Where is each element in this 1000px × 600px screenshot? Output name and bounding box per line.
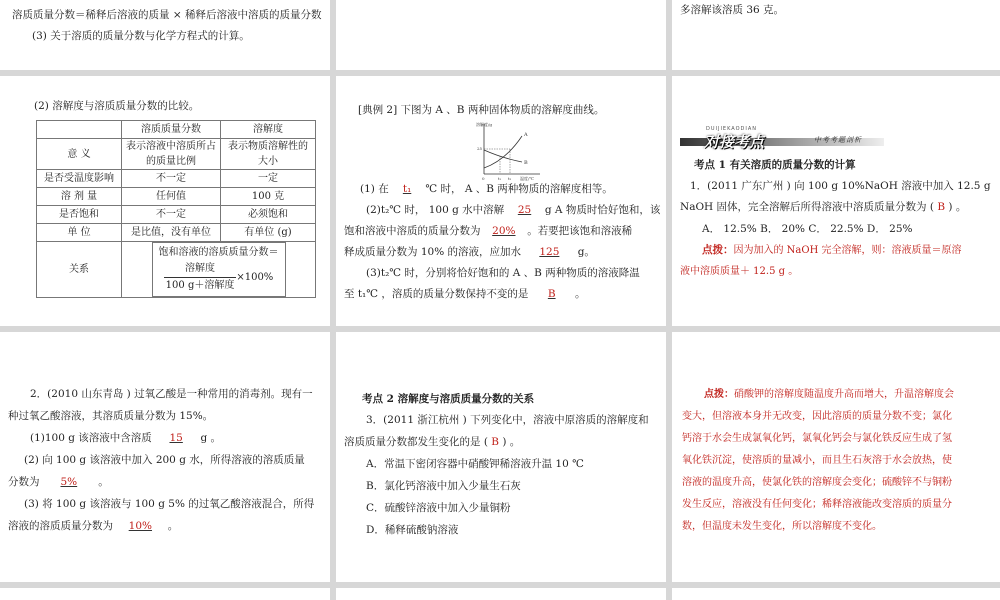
text: ) 。 [502,436,521,448]
question-line [8,472,109,493]
slide-7 [0,332,330,582]
slide-3 [672,0,1000,70]
option-b: B．氯化钙溶液中加入少量生石灰 [366,480,521,492]
text: ) 。 [948,201,967,213]
text: (2)t₂℃ 时， 100 g 水中溶解 [366,204,505,216]
tip-text: 硝酸钾的溶解度随温度升高而增大，升温溶解度会 [734,389,954,400]
text: 。 [98,476,109,488]
text: 溶质质量分数都发生变化的是 ( [344,436,488,448]
section-heading: (2) 溶解度与溶质质量分数的比较。 [34,100,200,112]
column-header: 溶质质量分数 [122,121,221,139]
slide-1 [0,0,330,70]
graph-xtick: t₂ [508,176,512,181]
question-line: 1．(2011 广东广州 ) 向 100 g 10%NaOH 溶液中加入 12.5 g [690,180,991,192]
tip-label: 点拨： [704,389,734,400]
question-2-cont [344,221,632,242]
question-3: (3)t₂℃ 时，分别将恰好饱和的 A 、B 两种物质的溶液降温 [366,267,640,279]
slide-5 [336,76,666,326]
question-2 [366,200,660,221]
text: ℃ 时， A 、B 两种物质的溶解度相等。 [425,183,613,195]
table-cell: 任何值 [122,188,221,206]
formula-line: 饱和溶液的溶质质量分数＝ [158,247,279,258]
fraction-denominator: 100 g＋溶解度 [165,280,235,291]
answer-blank: 5% [60,476,78,488]
tip-line: 发生反应，溶液没有任何变化；稀释溶液能改变溶质的质量分 [682,499,952,510]
question-2-cont [344,242,595,263]
question-line [344,432,520,453]
table-cell: 是比值，没有单位 [122,224,221,242]
tip-line: 溶液的温度升高，使氯化铁的溶解度会变化；硫酸锌不与铜粉 [682,477,952,488]
question-line: (3) 将 100 g 该溶液与 100 g 5% 的过氧乙酸溶液混合，所得 [24,498,315,510]
question-line: 2．(2010 山东青岛 ) 过氧乙酸是一种常用的消毒剂。现有一 [30,388,313,400]
row-label: 是否受温度影响 [37,170,122,188]
option-c: C．硫酸锌溶液中加入少量铜粉 [366,502,511,514]
question-line [30,428,221,449]
text: g。 [577,246,595,258]
slide-2 [336,0,666,70]
text: NaOH 固体，完全溶解后所得溶液中溶质质量分数为 ( [680,201,934,213]
answer-blank: 25 [517,204,532,216]
banner-pin: DUIJIEKAODIAN [706,126,758,132]
row-label: 意 义 [37,139,122,170]
answer-blank: 20% [492,225,516,237]
question-line [680,197,966,218]
relation-cell [122,242,316,298]
table-cell: 一定 [221,170,316,188]
option-d: D．稀释硫酸钠溶液 [366,524,459,536]
tip-line: 液中溶质质量＋ 12.5 g 。 [680,266,799,277]
graph-ytick: 25 [477,146,483,151]
tip-label: 点拨： [702,244,734,256]
example-title: [典例 2] 下图为 A 、B 两种固体物质的溶解度曲线。 [358,104,605,116]
curve-a-label: A [524,132,528,138]
question-line: (2) 向 100 g 该溶液中加入 200 g 水，所得溶液的溶质质量 [24,454,305,466]
option-a: A．常温下密闭容器中硝酸钾稀溶液升温 10 ℃ [366,458,584,470]
text: g A 物质时恰好饱和，该 [544,204,661,216]
question-line: 种过氧乙酸溶液，其溶质质量分数为 15%。 [8,410,214,422]
tip-line: 钙溶于水会生成氯氧化钙，氯氧化钙会与氯化铁反应生成了氢 [682,433,952,444]
text: 释成质量分数为 10% 的溶液，应加水 [344,246,522,258]
answer-blank: 10% [128,520,153,532]
text: 。 [575,288,586,300]
text: 溶液的溶质质量分数为 [8,520,113,532]
table-cell: 不一定 [122,170,221,188]
tip-line [704,384,954,405]
tip-line: 数，但温度未发生变化，所以溶解度不变化。 [682,521,882,532]
graph-xtick: t₁ [498,176,502,181]
column-header: 溶解度 [221,121,316,139]
text: 至 t₁℃ ，溶质的质量分数保持不变的是 [344,288,529,300]
relation-formula [152,242,286,297]
table-cell: 100 克 [221,188,316,206]
tip-line: 氧化铁沉淀，使溶质的量减小，而且生石灰溶于水会放热，使 [682,455,952,466]
question-line: 3．(2011 浙江杭州 ) 下列变化中，溶液中原溶质的溶解度和 [366,414,649,426]
question-3-cont [344,284,586,305]
text: 。若要把该饱和溶液稀 [527,225,633,237]
question-1 [360,179,613,200]
topic-heading: 考点 1 有关溶质的质量分数的计算 [694,159,856,171]
tip-text: 因为加入的 NaOH 完全溶解，则：溶液质量＝原溶 [733,245,962,256]
formula-fraction [164,261,237,294]
comparison-table [36,120,316,298]
text-line: (3) 关于溶质的质量分数与化学方程式的计算。 [32,30,250,42]
slide-6 [672,76,1000,326]
tip-line: 变大，但溶液本身并无改变，因此溶质的质量分数不变；氯化 [682,411,952,422]
solubility-curve-graph [476,120,546,186]
answer-blank: 125 [539,246,560,258]
answer-blank: B [547,288,556,300]
tip-line [702,240,962,261]
text: 。 [167,520,179,532]
slide-4 [0,76,330,326]
row-label: 单 位 [37,224,122,242]
answer-choice: B [491,436,499,448]
banner-subtitle: 中考考题剖析 [814,136,862,144]
graph-xtick: 0 [482,176,485,181]
answer-choice: B [937,201,946,213]
question-line [8,516,178,537]
text: g 。 [200,432,222,444]
row-label: 是否饱和 [37,206,122,224]
slide-8 [336,332,666,582]
curve-b [484,150,522,162]
fraction-numerator: 溶解度 [164,261,237,278]
text: (1) 在 [360,183,389,195]
slide-10 [0,588,330,600]
row-label: 溶 剂 量 [37,188,122,206]
answer-blank: 15 [169,432,183,444]
slide-9 [672,332,1000,582]
graph-ylabel: 溶解度/g [476,122,492,127]
curve-b-label: B [524,160,528,166]
row-label: 关系 [37,242,122,298]
slide-11 [336,588,666,600]
options-line: A． 12.5% B． 20% C． 22.5% D． 25% [702,223,913,235]
table-cell: 必须饱和 [221,206,316,224]
slide-12 [672,588,1000,600]
answer-blank: t₁ [402,183,412,195]
table-cell: 不一定 [122,206,221,224]
section-banner [680,126,890,152]
table-cell: 表示溶液中溶质所占的质量比例 [122,139,221,170]
text: 饱和溶液中溶质的质量分数为 [344,225,481,237]
table-cell: 表示物质溶解性的大小 [221,139,316,170]
text-line: 多溶解该溶质 36 克。 [680,4,785,16]
text-line: 溶质质量分数＝稀释后溶液的质量 × 稀释后溶液中溶质的质量分数 [12,9,322,21]
text: (1)100 g 该溶液中含溶质 [30,432,152,444]
banner-title: 对接考点 [704,133,765,151]
topic-heading: 考点 2 溶解度与溶质质量分数的关系 [362,393,535,405]
formula-multiplier: ×100% [236,272,274,283]
graph-xlabel: 温度/℃ [520,176,534,181]
text: 分数为 [8,476,40,488]
table-cell: 有单位 (g) [221,224,316,242]
